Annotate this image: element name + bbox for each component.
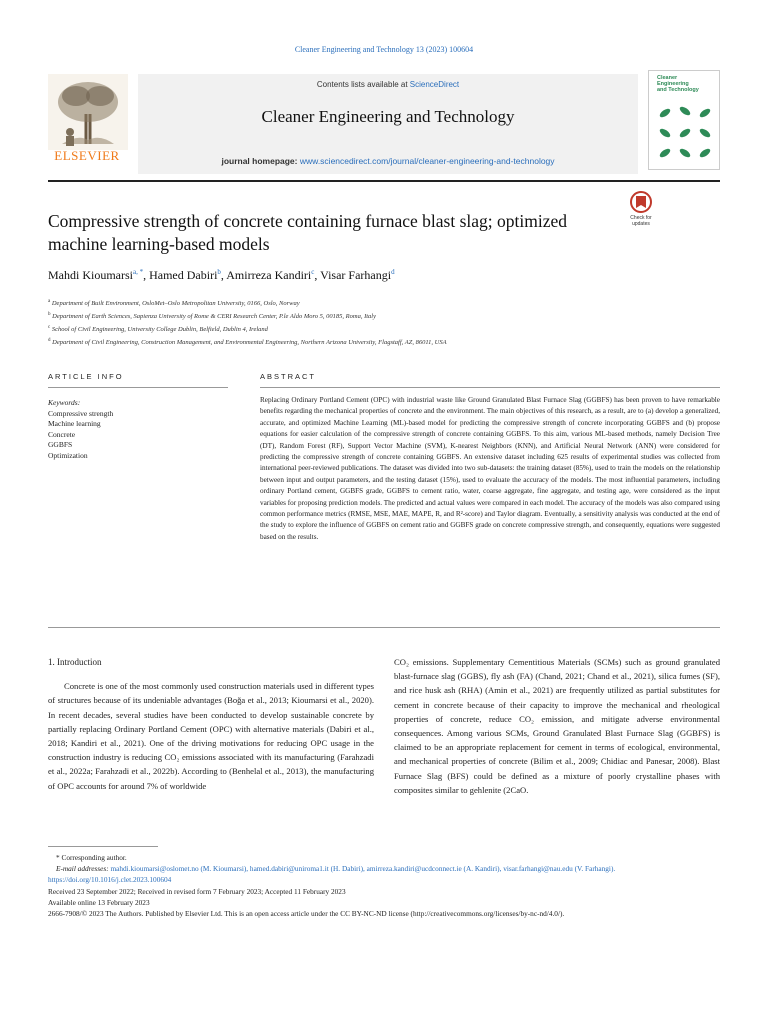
- keyword: Optimization: [48, 450, 88, 460]
- author[interactable]: Hamed Dabiri$^b$: [149, 268, 221, 282]
- doi-link[interactable]: https://doi.org/10.1016/j.clet.2023.100604: [48, 875, 172, 885]
- abstract-heading: ABSTRACT: [260, 372, 317, 381]
- article-footer: [48, 852, 720, 919]
- check-for-updates-label: Check for updates: [630, 215, 652, 227]
- author-sup: d: [391, 268, 395, 276]
- check-for-updates-badge[interactable]: [620, 190, 662, 234]
- author-sup: a, *: [133, 268, 144, 276]
- contents-prefix: Contents lists available at: [316, 80, 408, 89]
- abstract-text: Replacing Ordinary Portland Cement (OPC) with industrial waste like Ground Granulated Blast Furnace Slag (GGBFS) has been proven to have remarkable benefits regarding the mechanical properties of concrete and the environment. The main objectives of this research, as a result, are to (a) develop a generalized, accurate, and optimized Machine Learning (ML)-based model for predicting the compressive strength of concrete incorporating GGBFS and (b) propose equations for easier calculation of the compressive strength of concrete containing GGBFS. To this aim, various ML-based methods, namely Decision Tree (DT), Random Forest (RF), Support Vector Machine (SVM), K-nearest Neighbors (KNN), and Artificial Neural Network (ANN) were considered for predicting the compressive strength of concrete containing GGBFS. An extensive dataset including 625 results of experimental studies was collected from international peer-reviewed publications. The dataset was divided into two sub-datasets: the training dataset (85%), used to train the models on the relationship between input and output parameters, and the testing dataset (15%), used to evaluate the accuracy of the models. The most influential parameters, including ordinary Portland cement, GGBFS grade, GGBFS to cement ratio, water, coarse aggregate, fine aggregate, and testing age, were considered as the input variables for proposing prediction models. The predicted and actual values were compared in each model. The accuracy of the models was also compared using common performance metrics (RMSE, MSE, MAE, MAPE, R, and R²-score) and Taylor diagram. Eventually, a sensitivity analysis was conducted at the end of the study to explore the influence of GGBFS on cement ratio and GGBFS grade on concrete compressive strength, and consequently, equations were suggested based on the results.: [260, 396, 720, 541]
- publisher-name: ELSEVIER: [54, 148, 120, 163]
- footnote-rule: [48, 846, 158, 847]
- author[interactable]: Mahdi Kioumarsi$^{a, *}$: [48, 268, 144, 282]
- section-heading-introduction: 1. Introduction: [48, 657, 102, 667]
- author-list: Mahdi Kioumarsi$^{a, *}$, Hamed Dabiri$^b$, Amirreza Kandiri$^c$, Visar Farhangi$^d$: [48, 268, 395, 282]
- author-sup: b: [217, 268, 221, 276]
- affiliation: $^c$ School of Civil Engineering, University College Dublin, Belfield, Dublin 4, Ireland: [48, 325, 268, 334]
- cover-title: Cleaner Engineering and Technology: [657, 75, 699, 93]
- corresponding-author-note: * Corresponding author.: [56, 853, 127, 862]
- body-paragraph: CO₂ emissions. Supplementary Cementitious Materials (SCMs) such as ground granulated blast-furnace slag (GGBS), fly ash (FA) (Chand, 2021; Chand et al., 2021), silica fumes (SF), and rice husk ash (RHA) (Amin et al., 2021) are frequently utilized as partial substitutes for cement in concrete because of their capacity to improve the mechanical and rheological properties of concrete, reduce CO₂ emission, and mitigate adverse environmental consequences. Among various SCMs, Ground Granulated Blast Furnace Slag (GGBFS) is claimed to be an appropriate replacement for cement in terms of ecological, environmental, and mechanical properties of concrete (Bilim et al., 2009; Chidiac and Panesar, 2008). Blast Furnace Slag (BFS) could be defined as a mixture of poorly crystalline phases with composites similar to gehlenite (2CaO.: [394, 657, 720, 795]
- author-sup: c: [311, 268, 315, 276]
- check-for-updates-icon: [620, 190, 662, 214]
- received-dates: Received 23 September 2022; Received in revised form 7 February 2023; Accepted 11 February 2023: [48, 886, 346, 896]
- keyword: Concrete: [48, 429, 76, 439]
- keyword: Machine learning: [48, 419, 101, 428]
- homepage-label: journal homepage:: [221, 156, 298, 166]
- email-addresses: [48, 863, 720, 874]
- article-title: Compressive strength of concrete containing furnace blast slag; optimized machine learning-based models: [48, 211, 568, 254]
- affiliation: $^b$ Department of Earth Sciences, Sapienza University of Rome & CERI Research Center, P.le Aldo Moro 5, 00185, Roma, Italy: [48, 312, 376, 321]
- journal-name: Cleaner Engineering and Technology: [261, 107, 515, 126]
- keywords-label: Keywords:: [48, 398, 81, 407]
- affiliation: $^d$ Department of Civil Engineering, Construction Management, and Environmental Engineering, Northern Arizona University, Flagstaff, AZ, 86011, USA: [48, 338, 447, 347]
- body-paragraph: Concrete is one of the most commonly used construction materials used in different types of structures because of its undeniable advantages (Boğa et al., 2013; Kioumarsi et al., 2020). In recent decades, several studies have been conducted to develop sustainable concrete by partially replacing Ordinary Portland Cement (OPC) with alternative materials (Dabiri et al., 2018; Kandiri et al., 2021). One of the driving motivations for reducing OPC usage in the construction industry is reducing CO₂ emissions associated with its manufacturing (Farahzadi et al., 2022a; Farahzadi et al., 2022b). According to (Benhelal et al., 2013), the manufacturing of OPC accounts for around 7% of worldwide: [48, 681, 374, 791]
- available-online: Available online 13 February 2023: [48, 897, 150, 907]
- author[interactable]: Visar Farhangi$^d$: [320, 268, 395, 282]
- journal-banner: [138, 74, 638, 174]
- contents-line: [138, 80, 638, 89]
- article-info-heading: ARTICLE INFO: [48, 372, 124, 381]
- abstract-bottom-rule: [48, 627, 720, 628]
- affiliations: [48, 296, 720, 349]
- affiliation: $^a$ Department of Built Environment, OsloMet–Oslo Metropolitan University, 0166, Oslo, Norway: [48, 299, 300, 308]
- cover-leaf-pattern-icon: [653, 101, 717, 165]
- running-head[interactable]: Cleaner Engineering and Technology 13 (2023) 100604: [294, 45, 474, 54]
- article-info-rule: [48, 387, 228, 388]
- license-statement: 2666-7908/© 2023 The Authors. Published by Elsevier Ltd. This is an open access article under the CC BY-NC-ND license (http://creativecommons.org/licenses/by-nc-nd/4.0/).: [48, 909, 565, 919]
- keywords-block: [48, 398, 228, 461]
- body-column-right: [394, 655, 720, 797]
- homepage-line: [138, 156, 638, 166]
- keyword: GGBFS: [48, 440, 73, 449]
- abstract-rule: [260, 387, 720, 388]
- keyword: Compressive strength: [48, 408, 114, 418]
- sciencedirect-link[interactable]: ScienceDirect: [409, 80, 460, 89]
- journal-cover-thumbnail[interactable]: [648, 70, 720, 170]
- author[interactable]: Amirreza Kandiri$^c$: [226, 268, 315, 282]
- journal-masthead: [48, 68, 720, 174]
- masthead-rule: [48, 180, 720, 182]
- email-links[interactable]: mahdi.kioumarsi@oslomet.no (M. Kioumarsi), hamed.dabiri@uniroma1.it (H. Dabiri), amirreza.kandiri@ucdconnect.ie (A. Kandiri), visar.farhangi@nau.edu (V. Farhangi).: [110, 864, 616, 874]
- email-label: E-mail addresses:: [56, 864, 109, 874]
- homepage-link[interactable]: www.sciencedirect.com/journal/cleaner-engineering-and-technology: [299, 156, 555, 166]
- body-column-left: [48, 655, 374, 793]
